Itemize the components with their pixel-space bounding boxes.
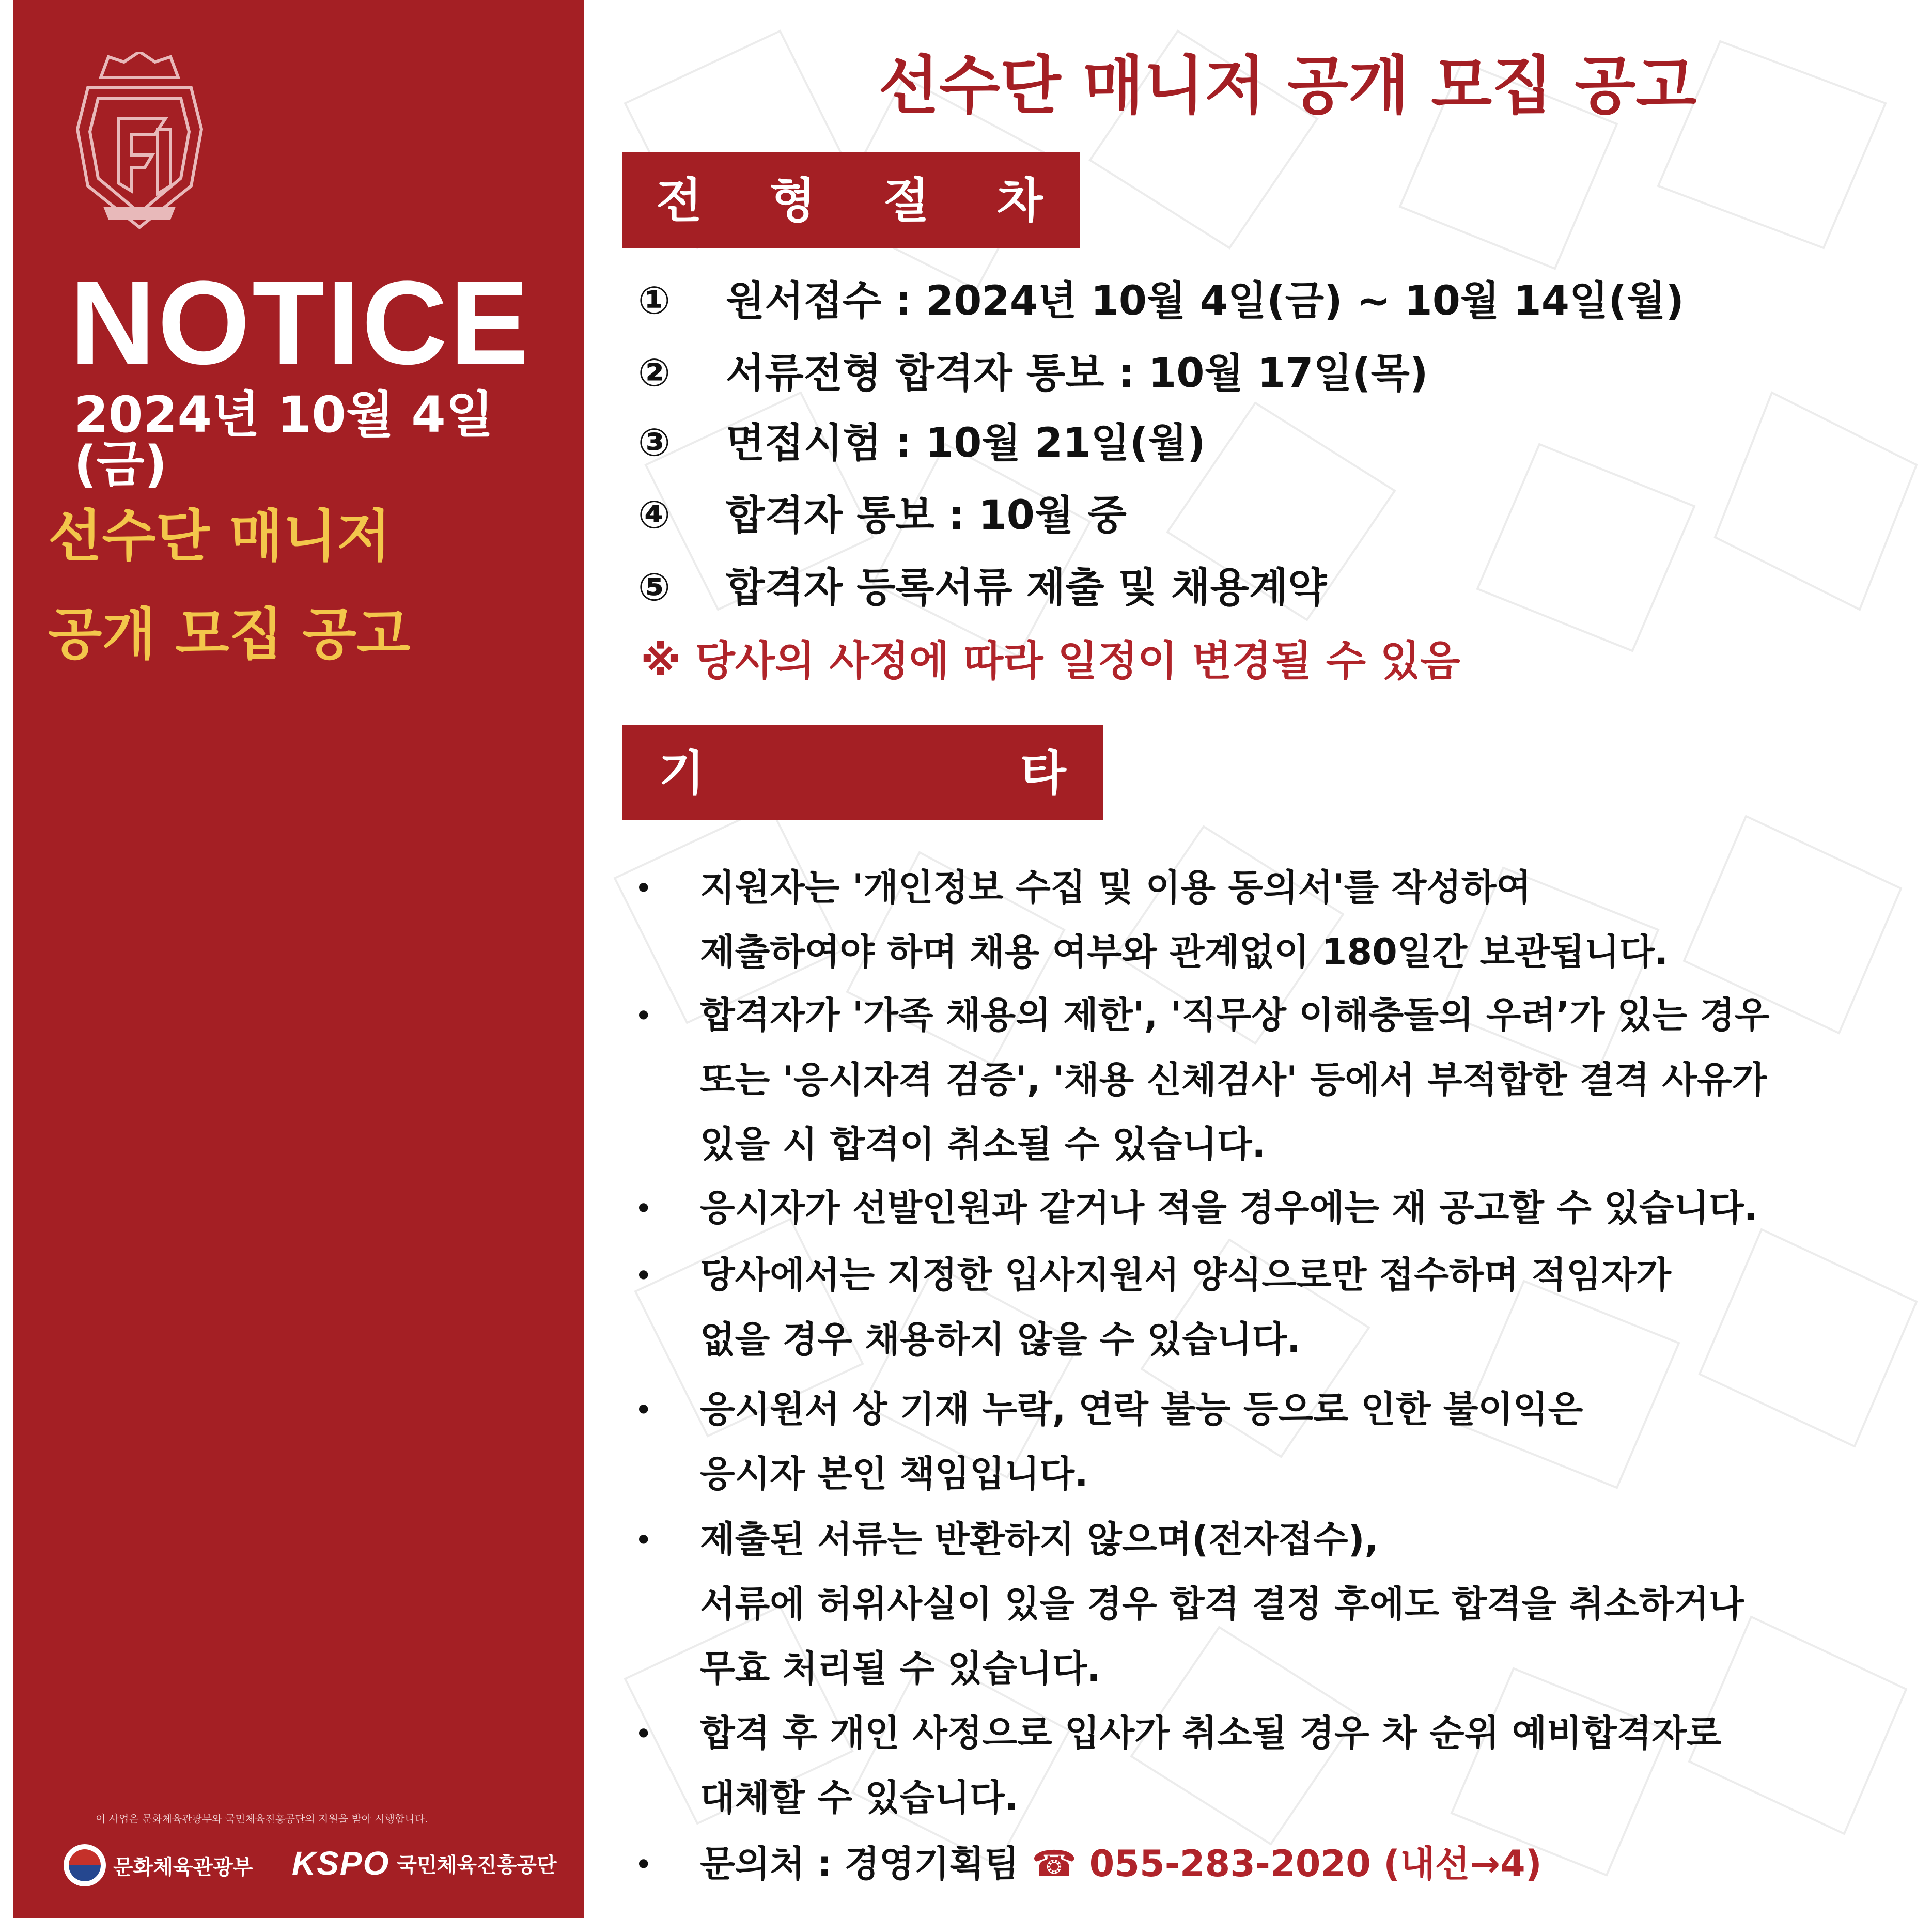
etc-item-line: 제출된 서류는 반환하지 않으며(전자접수),	[700, 1518, 1379, 1561]
club-crest-logo	[67, 52, 212, 243]
bullet-icon: •	[634, 1258, 653, 1294]
bullet-icon: •	[634, 1392, 653, 1428]
section-char: 전	[656, 173, 702, 228]
etc-item-line: 지원자는 '개인정보 수집 및 이용 동의서'를 작성하여	[700, 866, 1532, 909]
kspo-logo: KSPO	[292, 1845, 390, 1882]
left-title-line1: 선수단 매니저	[48, 504, 391, 569]
step-text: 면접시험 : 10월 21일(월)	[726, 420, 1206, 466]
notice-date: 2024년 10월 4일(금)	[74, 386, 494, 493]
sponsor-mcst	[64, 1844, 253, 1886]
section-char: 형	[770, 173, 816, 228]
left-panel	[13, 0, 584, 1918]
step-number: ⑤	[638, 565, 671, 610]
etc-item-line: 없을 경우 채용하지 않을 수 있습니다.	[700, 1318, 1301, 1361]
etc-item-line: 있을 시 합격이 취소될 수 있습니다.	[700, 1123, 1266, 1165]
main-title: 선수단 매니저 공개 모집 공고	[878, 49, 1697, 122]
sponsor-mcst-label: 문화체육관광부	[113, 1855, 253, 1879]
taegeuk-emblem-icon	[64, 1844, 106, 1886]
section-char: 타	[1020, 745, 1066, 801]
step-number: ①	[638, 278, 671, 323]
step-number: ③	[638, 420, 671, 465]
etc-item-line: 또는 '응시자격 검증', '채용 신체검사' 등에서 부적합한 결격 사유가	[700, 1058, 1767, 1101]
etc-item-line: 응시자가 선발인원과 같거나 적을 경우에는 재 공고할 수 있습니다.	[700, 1187, 1758, 1229]
sponsor-kspo-label: 국민체육진흥공단	[397, 1853, 557, 1877]
support-note: 이 사업은 문화체육관광부와 국민체육진흥공단의 지원을 받아 시행합니다.	[96, 1813, 428, 1825]
etc-item-line: 응시원서 상 기재 누락, 연락 불능 등으로 인한 불이익은	[700, 1388, 1583, 1430]
etc-item-line: 서류에 허위사실이 있을 경우 합격 결정 후에도 합격을 취소하거나	[700, 1583, 1744, 1625]
notice-heading: NOTICE	[70, 256, 531, 389]
section-bar-etc	[622, 725, 1103, 820]
schedule-change-note: ※ 당사의 사정에 따라 일정이 변경될 수 있음	[641, 637, 1460, 685]
step-number: ②	[638, 351, 671, 395]
contact-label: 문의처 : 경영기획팀	[700, 1843, 1032, 1885]
section-char: 기	[659, 745, 705, 801]
left-title-line2: 공개 모집 공고	[48, 602, 411, 667]
etc-item-line: 응시자 본인 책임입니다.	[700, 1453, 1088, 1495]
section-char: 차	[997, 173, 1043, 228]
step-text: 원서접수 : 2024년 10월 4일(금) ~ 10월 14일(월)	[726, 278, 1685, 324]
section-bar-process	[622, 152, 1080, 248]
bullet-icon: •	[634, 998, 653, 1034]
step-number: ④	[638, 493, 671, 537]
step-text: 합격자 등록서류 제출 및 채용계약	[726, 565, 1327, 611]
section-char: 절	[883, 173, 929, 228]
sponsor-kspo	[292, 1844, 557, 1882]
contact-phone: ☎ 055-283-2020 (내선→4)	[1032, 1843, 1542, 1885]
bullet-icon: •	[634, 1716, 653, 1752]
etc-item-line: 당사에서는 지정한 입사지원서 양식으로만 접수하며 적임자가	[700, 1254, 1671, 1296]
bullet-icon: •	[634, 870, 653, 907]
contact-line	[700, 1843, 1542, 1885]
bullet-icon: •	[634, 1522, 653, 1558]
etc-item-line: 무효 처리될 수 있습니다.	[700, 1647, 1101, 1690]
etc-item-line: 대체할 수 있습니다.	[700, 1776, 1019, 1819]
step-text: 서류전형 합격자 통보 : 10월 17일(목)	[726, 350, 1428, 397]
bullet-icon: •	[634, 1847, 653, 1883]
step-text: 합격자 통보 : 10월 중	[726, 492, 1127, 539]
etc-item-line: 합격자가 '가족 채용의 제한', '직무상 이해충돌의 우려’가 있는 경우	[700, 994, 1770, 1036]
bullet-icon: •	[634, 1191, 653, 1227]
etc-item-line: 제출하여야 하며 채용 여부와 관계없이 180일간 보관됩니다.	[700, 931, 1669, 973]
etc-item-line: 합격 후 개인 사정으로 입사가 취소될 경우 차 순위 예비합격자로	[700, 1712, 1722, 1754]
